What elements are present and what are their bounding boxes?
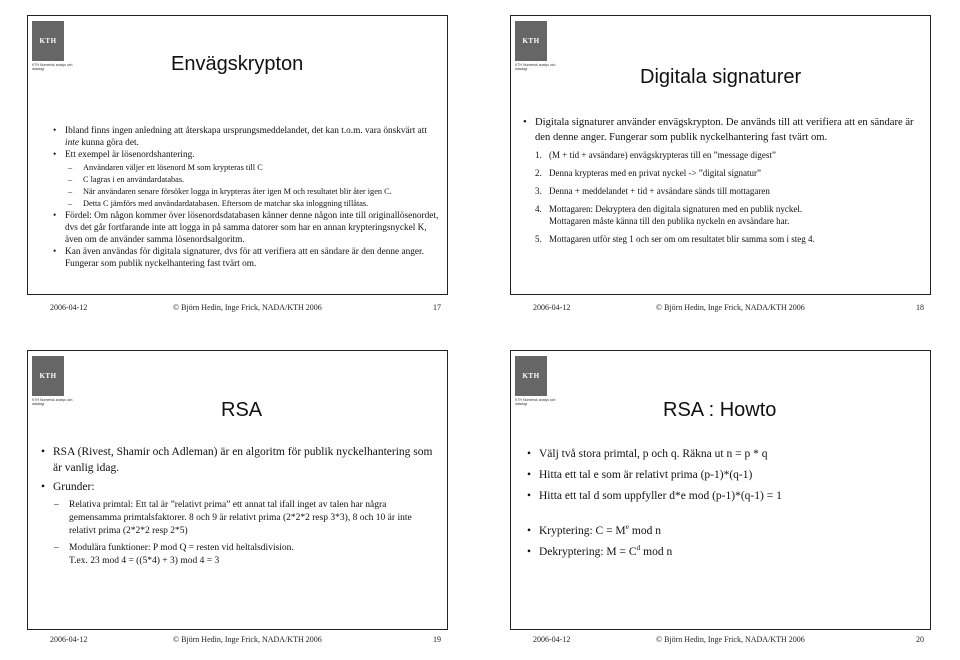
kth-logo-icon: KTH xyxy=(515,21,547,61)
kth-logo xyxy=(32,21,72,71)
kth-logo-caption: KTH Numerisk analys och datalogi xyxy=(515,63,556,71)
bullet: • Hitta ett tal d som uppfyller d*e mod (p-1)*(q-1) = 1 xyxy=(539,488,919,504)
sub-bullet: – När användaren senare försöker logga in krypteras åter igen M och resultatet blir åter igen C. xyxy=(83,186,439,198)
bullet: • Dekryptering: $M = C^d$ mod n xyxy=(539,544,919,560)
bullet: • Ibland finns ingen anledning att återskapa ursprungsmeddelandet, det kan t.o.m. vara önskvärt att inte kunna göra det. xyxy=(65,125,439,149)
bullet: • Hitta ett tal e som är relativt prima (p-1)*(q-1) xyxy=(539,467,919,483)
bullet: • Kryptering: $C = M^e$ mod n xyxy=(539,523,919,539)
kth-logo xyxy=(32,356,72,406)
bullet: • Grunder: xyxy=(53,479,437,495)
kth-logo-caption: KTH Numerisk analys och datalogi xyxy=(515,398,556,406)
footer-copyright: © Björn Hedin, Inge Frick, NADA/KTH 2006 xyxy=(173,303,322,312)
page-number: 20 xyxy=(916,635,924,644)
kth-logo-icon: KTH xyxy=(515,356,547,396)
footer-copyright: © Björn Hedin, Inge Frick, NADA/KTH 2006 xyxy=(173,635,322,644)
bullet: • Fördel: Om någon kommer över lösenordsdatabasen känner denne någon inte till originallösenordet, dvs det går fortfarande inte att logga in på samma datorer som har en annan krypteringsnyckel K, även om de använder samma lösenordsalgoritm. xyxy=(65,210,439,247)
bullet: • RSA (Rivest, Shamir och Adleman) är en algoritm för publik nyckelhantering som är vanlig idag. xyxy=(53,444,437,476)
footer-date: 2006-04-12 xyxy=(50,635,88,644)
slide-rsa xyxy=(27,350,448,644)
slide-title: RSA : Howto xyxy=(663,399,777,421)
bullet: • Digitala signaturer använder envägskrypton. De används till att verifiera att en sändare är den denne anger. Fungerar som publik nyckelhantering fast tvärt om. xyxy=(535,115,920,145)
list-item: 3. Denna + meddelandet + tid + avsändare sänds till mottagaren xyxy=(535,186,770,196)
kth-logo xyxy=(515,21,555,71)
kth-logo-caption: KTH Numerisk analys och datalogi xyxy=(32,63,73,71)
sub-bullet: – C lagras i en användardatabas. xyxy=(83,174,439,186)
page-number: 19 xyxy=(433,635,441,644)
footer-date: 2006-04-12 xyxy=(50,303,88,312)
list-item: 5. Mottagaren utför steg 1 och ser om om resultatet blir samma som i steg 4. xyxy=(535,234,815,244)
slide-content xyxy=(535,115,920,245)
footer-date: 2006-04-12 xyxy=(533,303,571,312)
page-number: 18 xyxy=(916,303,924,312)
bullet: • Välj två stora primtal, p och q. Räkna ut n = p * q xyxy=(539,446,919,462)
footer-copyright: © Björn Hedin, Inge Frick, NADA/KTH 2006 xyxy=(656,635,805,644)
footer-date: 2006-04-12 xyxy=(533,635,571,644)
kth-logo-icon: KTH xyxy=(32,356,64,396)
bullet: • Kan även användas för digitala signaturer, dvs för att verifiera att en sändare är den denne anger. Fungerar som publik nyckelhantering fast tvärt om. xyxy=(65,246,439,270)
kth-logo-caption: KTH Numerisk analys och datalogi xyxy=(32,398,73,406)
slide-digitala-signaturer xyxy=(510,15,931,312)
bullet: • Ett exempel är lösenordshantering. xyxy=(65,149,439,161)
slide-content xyxy=(53,444,437,568)
sub-bullet: – Användaren väljer ett lösenord M som krypteras till C xyxy=(83,162,439,174)
slide-title: Envägskrypton xyxy=(171,53,304,75)
page-number: 17 xyxy=(433,303,441,312)
list-item: 4. Mottagaren: Dekryptera den digitala signaturen med en publik nyckel. Mottagaren måste känna till den publika nyckeln en avsändare har. xyxy=(535,204,803,226)
slide-content xyxy=(65,125,439,271)
kth-logo xyxy=(515,356,555,406)
kth-logo-icon: KTH xyxy=(32,21,64,61)
slide-title: Digitala signaturer xyxy=(640,66,802,88)
slide-content xyxy=(539,446,919,560)
sub-bullet: – Modulära funktioner: P mod Q = resten vid heltalsdivision. T.ex. 23 mod 4 = ((5*4) + 3) mod 4 = 3 xyxy=(69,542,437,568)
slide-envagskrypton xyxy=(27,15,448,312)
footer-copyright: © Björn Hedin, Inge Frick, NADA/KTH 2006 xyxy=(656,303,805,312)
slide-rsa-howto xyxy=(510,350,931,644)
list-item: 1. (M + tid + avsändare) envägskrypteras till en ”message digest” xyxy=(535,150,776,160)
slide-title: RSA xyxy=(221,399,263,421)
list-item: 2. Denna krypteras med en privat nyckel -> ”digital signatur” xyxy=(535,168,762,178)
sub-bullet: – Detta C jämförs med användardatabasen. Eftersom de matchar ska inloggning tillåtas. xyxy=(83,198,439,210)
sub-bullet: – Relativa primtal: Ett tal är ”relativt prima” ett annat tal ifall inget av talen har några gemensamma primtalsfaktorer. 8 och 9 är relativt prima (2*2*2 resp 3*3), 8 och 10 är inte relativt prima (2*2*2 resp 2*5) xyxy=(69,499,437,538)
